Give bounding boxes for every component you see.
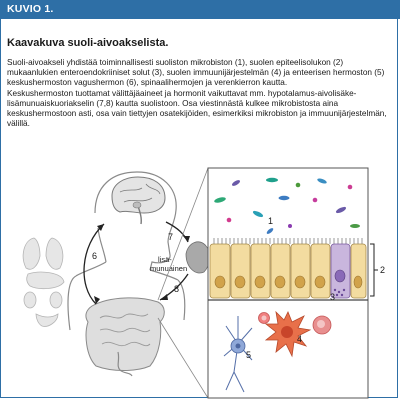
marker-3: 3 <box>330 292 336 302</box>
gut-wall-panel <box>208 168 368 398</box>
adrenal-gland-icon <box>186 242 210 273</box>
intestines-icon <box>86 298 164 376</box>
marker-6: 6 <box>92 251 98 261</box>
gut-brain-axis-diagram <box>0 150 400 400</box>
adrenal-label-line-2: munuainen <box>150 264 188 273</box>
internal-organs-icon <box>23 238 64 326</box>
adrenal-label-line-1: lisä- <box>158 255 172 264</box>
marker-7: 7 <box>168 232 174 242</box>
marker-4: 4 <box>297 334 303 344</box>
figure-header-bar <box>0 0 400 19</box>
figure-description <box>7 58 393 129</box>
marker-5: 5 <box>246 350 252 360</box>
zoom-connector-lines <box>158 168 208 398</box>
marker-8: 8 <box>174 284 180 294</box>
description-paragraph-1: Suoli-aivoakseli yhdistää toiminnallisesti suoliston mikrobiston (1), suolen epiteelisolukon (2) mukaanlukien enteroendokriiniset solut (3), suolen immuunijärjestelmän (4) ja enteerisen hermoston (5) keskushermoston vagushermon (6), spinaalihermojen ja verenkierron kautta. <box>7 58 385 88</box>
description-paragraph-2: Keskushermoston tuottamat välittäjäaineet ja hormonit vaikuttavat mm. hypotalamus-aivolisäke-lisämunuaiskuoriakselin (7,8) kautta suolistoon. Osa viestinnästä kulkee mikrobistosta aina keskushermostoon asti, osa vain tiettyjen osatekijöiden, esimerkiksi mikrobiston ja immuunijärjestelmän, välillä. <box>7 88 387 129</box>
figure-title: Kaavakuva suoli-aivoakselista. <box>7 37 169 49</box>
epithelium-bracket <box>370 244 378 296</box>
marker-2: 2 <box>380 265 386 275</box>
marker-1: 1 <box>268 216 274 226</box>
brain-icon <box>112 177 165 224</box>
figure-label: KUVIO 1. <box>7 3 54 15</box>
